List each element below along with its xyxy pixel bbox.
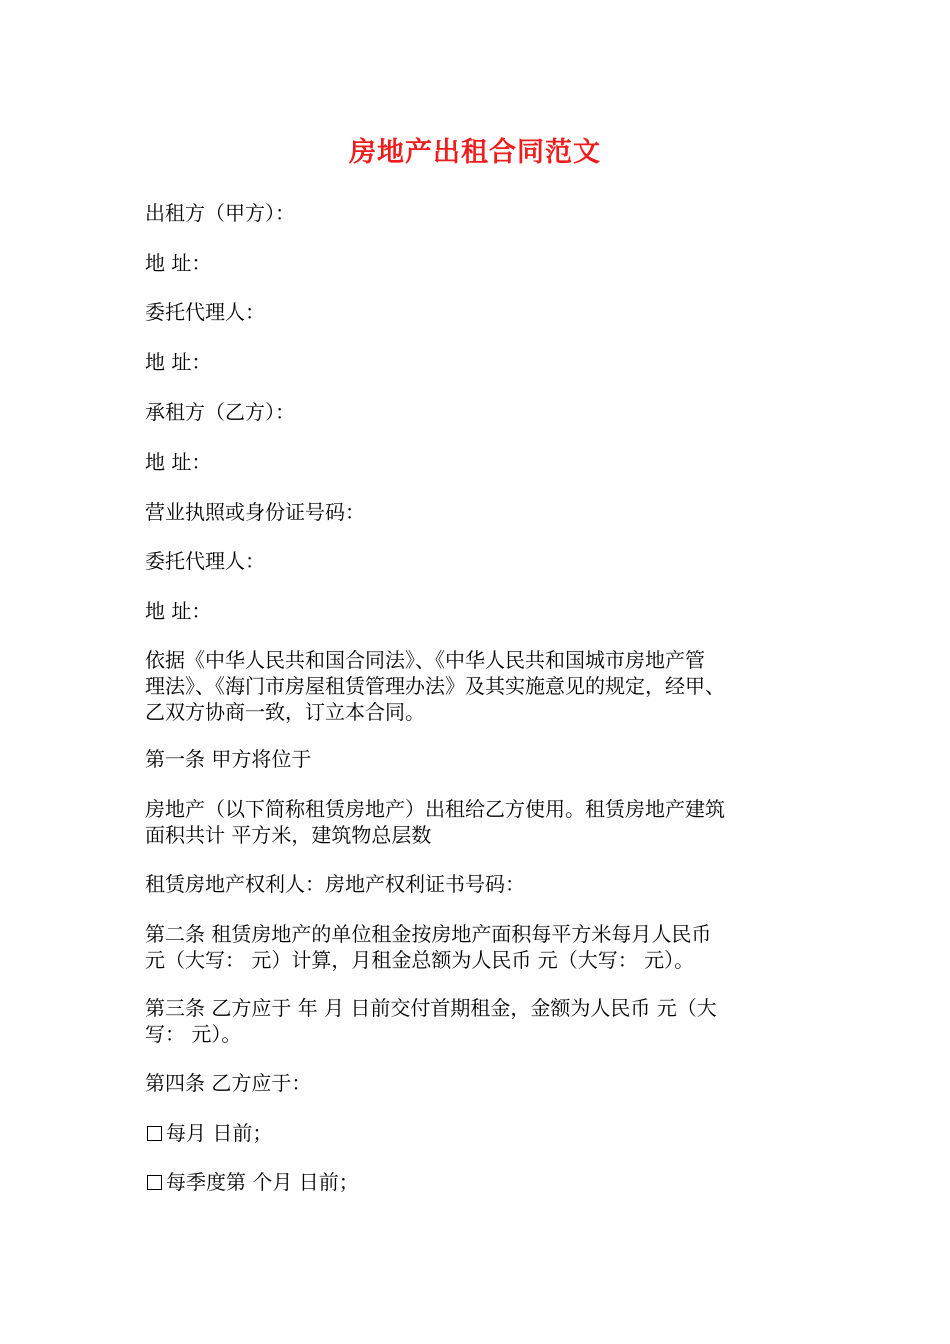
license-label: 营业执照或身份证号码： — [145, 500, 365, 524]
article-4: 第四条 乙方应于： — [145, 1071, 312, 1095]
lessee-address-label: 地 址： — [145, 450, 212, 474]
preamble-paragraph — [145, 647, 825, 725]
lessee-agent-address-label: 地 址： — [145, 599, 212, 623]
lessor-label: 出租方（甲方）： — [145, 201, 295, 225]
lessor-address-label: 地 址： — [145, 251, 212, 275]
article-1-line: 面积共计 平方米，建筑物总层数 — [145, 823, 432, 847]
option-quarterly — [145, 1169, 825, 1195]
lessee-label: 承租方（乙方）： — [145, 400, 295, 424]
document-title: 房地产出租合同范文 — [349, 137, 601, 168]
article-1-line: 房地产（以下简称租赁房地产）出租给乙方使用。租赁房地产建筑 — [145, 797, 725, 821]
article-3-line: 第三条 乙方应于 年 月 日前交付首期租金，金额为人民币 元（大 — [145, 996, 717, 1020]
rights-holder-line: 租赁房地产权利人：房地产权利证书号码： — [145, 872, 525, 896]
article-2-line: 第二条 租赁房地产的单位租金按房地产面积每平方米每月人民币 — [145, 922, 712, 946]
lessor-agent-address-label: 地 址： — [145, 350, 212, 374]
checkbox-icon[interactable] — [147, 1175, 162, 1190]
option-monthly — [145, 1120, 825, 1146]
preamble-line: 理法》、《海门市房屋租赁管理办法》及其实施意见的规定，经甲、 — [145, 674, 725, 698]
article-2 — [145, 921, 825, 973]
article-1-continuation — [145, 796, 825, 848]
option-quarterly-label: 每季度第 个月 日前； — [166, 1170, 359, 1194]
article-2-line: 元（大写： 元）计算，月租金总额为人民币 元（大写： 元）。 — [145, 948, 695, 972]
preamble-line: 依据《中华人民共和国合同法》、《中华人民共和国城市房地产管 — [145, 648, 705, 672]
lessee-agent-label: 委托代理人： — [145, 549, 265, 573]
lessor-agent-label: 委托代理人： — [145, 300, 265, 324]
article-3 — [145, 995, 825, 1047]
article-3-line: 写： 元）。 — [145, 1022, 242, 1046]
option-monthly-label: 每月 日前； — [166, 1121, 273, 1145]
article-1: 第一条 甲方将位于 — [145, 747, 312, 771]
preamble-line: 乙双方协商一致，订立本合同。 — [145, 700, 425, 724]
checkbox-icon[interactable] — [147, 1126, 162, 1141]
